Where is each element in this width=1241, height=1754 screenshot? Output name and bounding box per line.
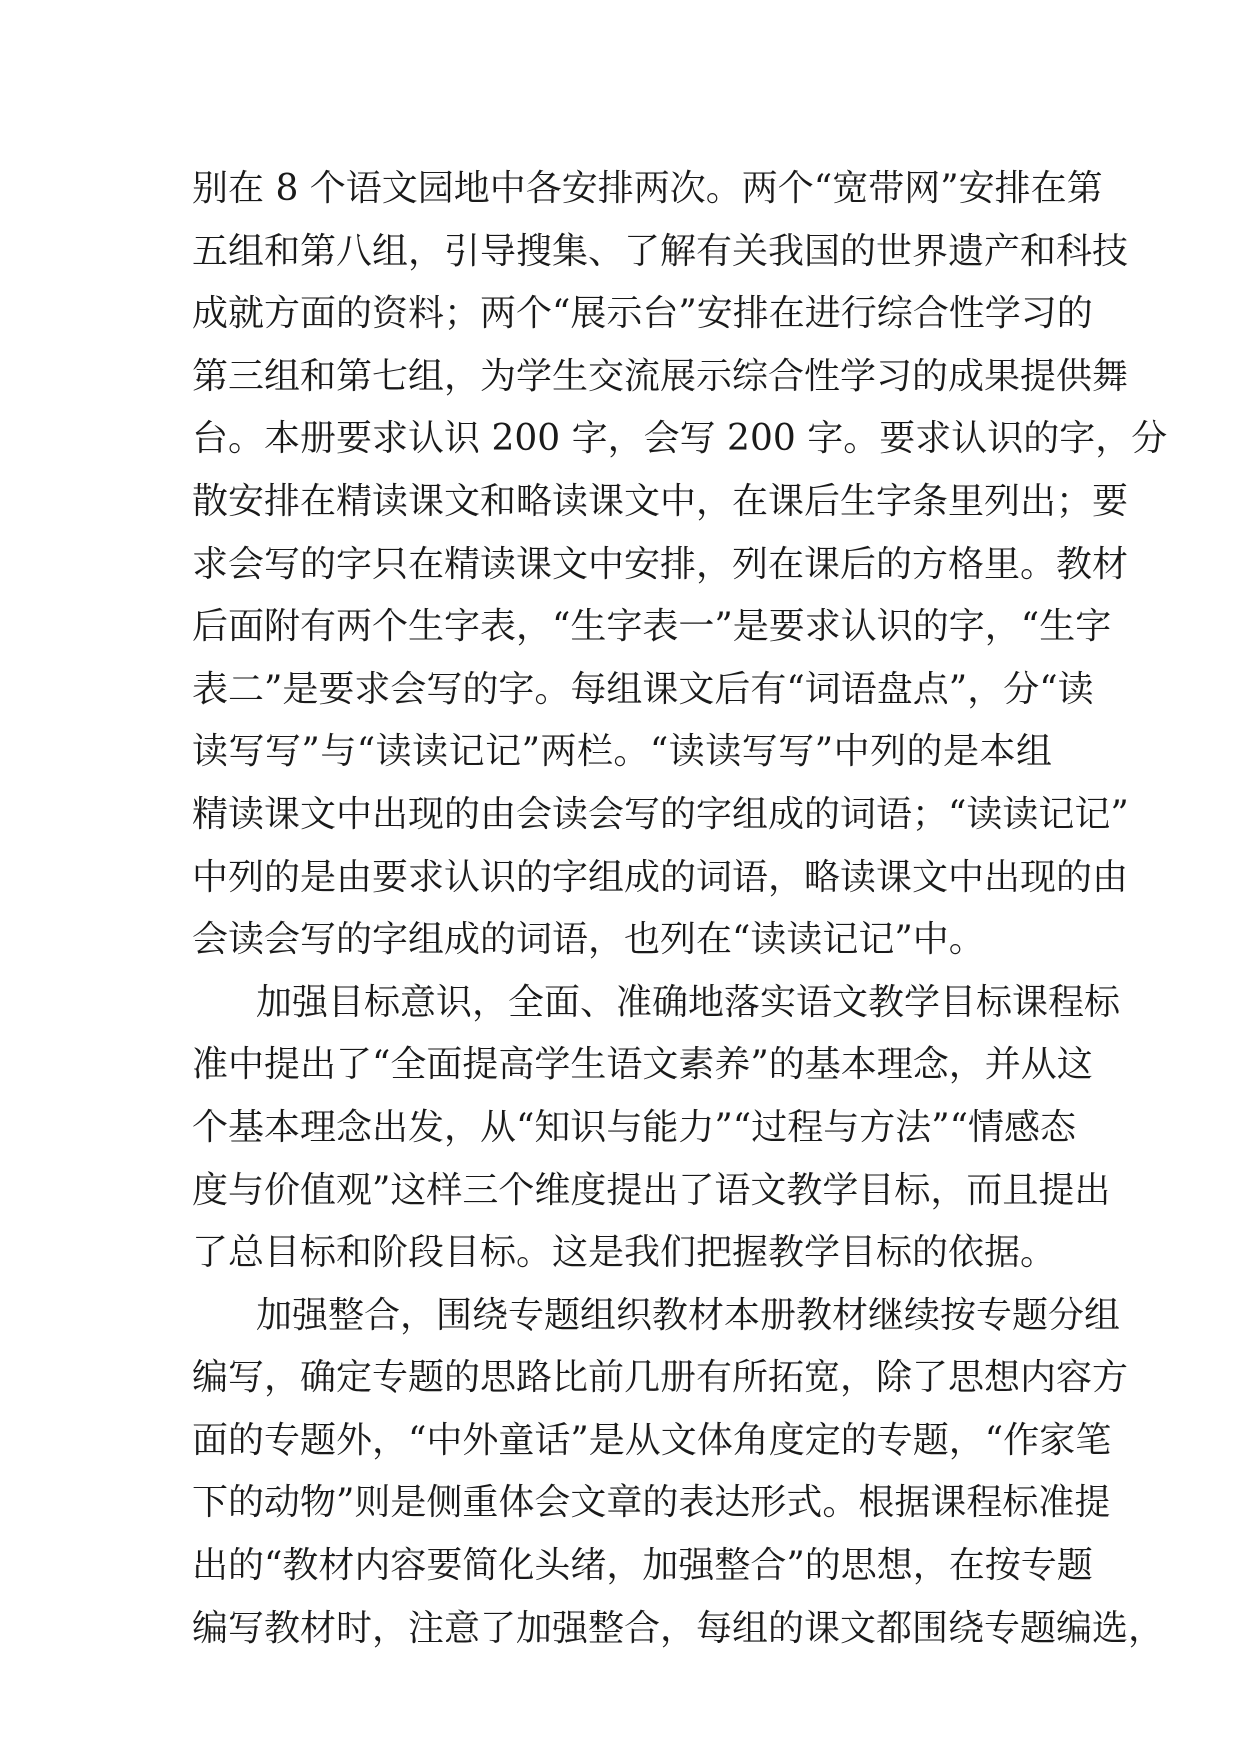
paragraph-2: [192, 972, 1121, 1285]
body-text: [192, 158, 1168, 1660]
text-line: 中列的是由要求认识的字组成的词语，略读课文中出现的由: [192, 856, 1129, 898]
text-line: 加强整合，围绕专题组织教材本册教材继续按专题分组: [256, 1294, 1121, 1336]
text-line: 成就方面的资料；两个“展示台”安排在进行综合性学习的: [192, 293, 1093, 335]
text-line: 后面附有两个生字表，“生字表一”是要求认识的字，“生字: [192, 606, 1112, 648]
text-line: 精读课文中出现的由会读会写的字组成的词语；“读读记记”: [192, 793, 1129, 835]
text-line: 五组和第八组，引导搜集、了解有关我国的世界遗产和科技: [192, 230, 1129, 272]
text-line: 下的动物”则是侧重体会文章的表达形式。根据课程标准提: [192, 1482, 1111, 1524]
text-line: 度与价值观”这样三个维度提出了语文教学目标，而且提出: [192, 1169, 1111, 1211]
text-line: 台。本册要求认识 200 字，会写 200 字。要求认识的字，分: [192, 418, 1168, 460]
text-line: 个基本理念出发，从“知识与能力”“过程与方法”“情感态: [192, 1106, 1077, 1148]
paragraph-3: [192, 1285, 1165, 1661]
text-line: 加强目标意识，全面、准确地落实语文教学目标课程标: [256, 981, 1121, 1023]
text-line: 准中提出了“全面提高学生语文素养”的基本理念，并从这: [192, 1044, 1093, 1086]
text-line: 散安排在精读课文和略读课文中，在课后生字条里列出；要: [192, 480, 1129, 522]
text-line: 了总目标和阶段目标。这是我们把握教学目标的依据。: [192, 1232, 1057, 1274]
text-line: 编写，确定专题的思路比前几册有所拓宽，除了思想内容方: [192, 1357, 1129, 1399]
text-line: 表二”是要求会写的字。每组课文后有“词语盘点”，分“读: [192, 668, 1094, 710]
text-line: 求会写的字只在精读课文中安排，列在课后的方格里。教材: [192, 543, 1129, 585]
text-line: 别在 8 个语文园地中各安排两次。两个“宽带网”安排在第: [192, 168, 1103, 209]
text-line: 编写教材时，注意了加强整合，每组的课文都围绕专题编选，: [192, 1607, 1165, 1649]
paragraph-1: [192, 158, 1168, 972]
text-line: 读写写”与“读读记记”两栏。“读读写写”中列的是本组: [192, 731, 1052, 773]
text-line: 出的“教材内容要简化头绪，加强整合”的思想，在按专题: [192, 1545, 1093, 1587]
text-line: 面的专题外，“中外童话”是从文体角度定的专题，“作家笔: [192, 1419, 1112, 1461]
text-line: 会读会写的字组成的词语，也列在“读读记记”中。: [192, 919, 985, 961]
text-line: 第三组和第七组，为学生交流展示综合性学习的成果提供舞: [192, 355, 1129, 397]
